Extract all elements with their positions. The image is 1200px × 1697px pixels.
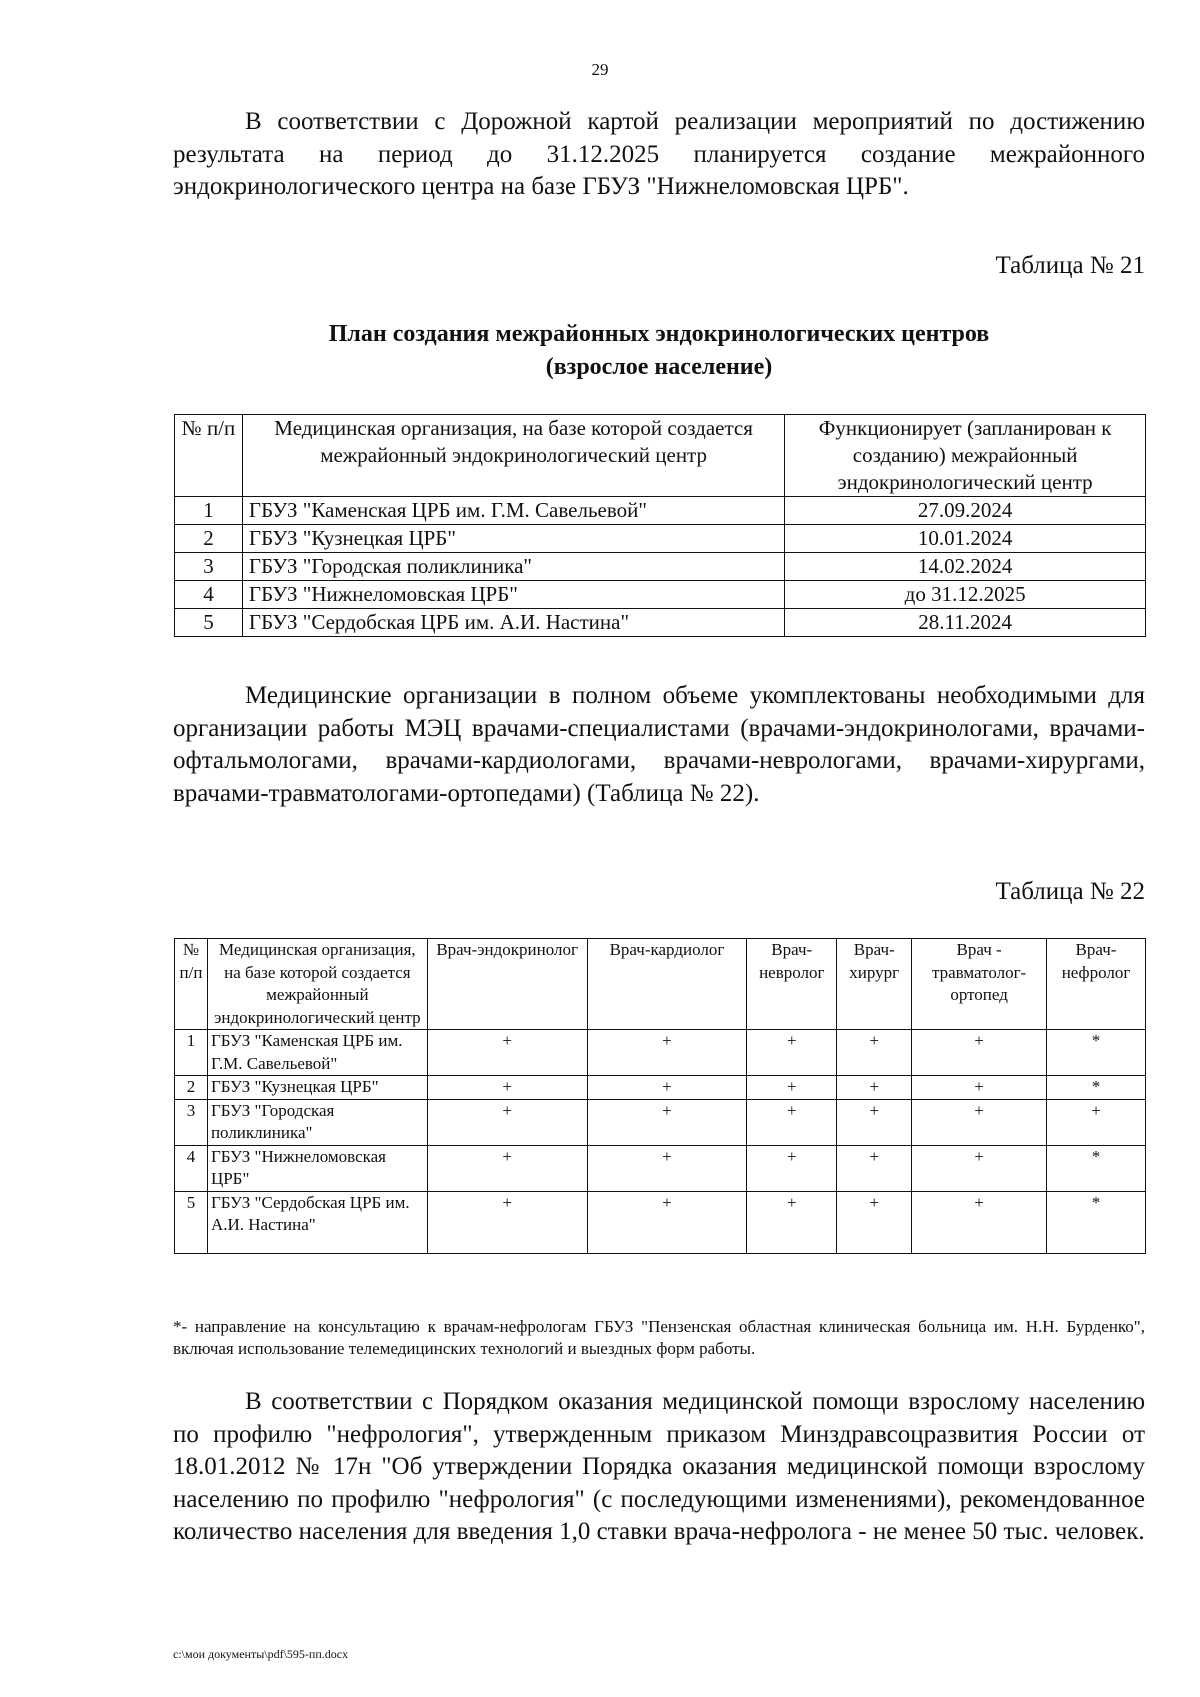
cell-neurologist: +	[747, 1099, 837, 1145]
header-organization: Медицинская организация, на базе которой создается межрайонный эндокринологический центр	[207, 939, 427, 1030]
row-organization: ГБУЗ "Нижнеломовская ЦРБ"	[207, 1145, 427, 1191]
row-date: 10.01.2024	[785, 525, 1146, 553]
specialists-table	[174, 938, 1146, 1254]
cell-traumatologist: +	[912, 1191, 1047, 1253]
row-number: 1	[175, 1030, 208, 1076]
header-endocrinologist: Врач-эндокринолог	[427, 939, 587, 1030]
cell-nephrologist: *	[1047, 1030, 1146, 1076]
table-row	[175, 1030, 1146, 1076]
row-number: 3	[175, 1099, 208, 1145]
table-row	[175, 497, 1146, 525]
cell-neurologist: +	[747, 1030, 837, 1076]
row-date: 14.02.2024	[785, 553, 1146, 581]
cell-cardiologist: +	[587, 1076, 747, 1100]
header-surgeon: Врач-хирург	[837, 939, 912, 1030]
row-number: 1	[175, 497, 243, 525]
row-number: 5	[175, 609, 243, 637]
table-row	[175, 1099, 1146, 1145]
table-row	[175, 553, 1146, 581]
staffing-paragraph: Медицинские организации в полном объеме укомплектованы необходимыми для организации работы МЭЦ врачами-специалистами (врачами-эндокринологами, врачами-офтальмологами, врачами-кардиологами, врачами-неврологами, врачами-хирургами, врачами-травматологами-ортопедами) (Таблица № 22).	[173, 682, 1145, 807]
cell-traumatologist: +	[912, 1099, 1047, 1145]
row-date: 27.09.2024	[785, 497, 1146, 525]
table-row	[175, 1145, 1146, 1191]
cell-surgeon: +	[837, 1145, 912, 1191]
cell-surgeon: +	[837, 1030, 912, 1076]
intro-paragraph: В соответствии с Дорожной картой реализации мероприятий по достижению результата на период до 31.12.2025 планируется создание межрайонного эндокринологического центра на базе ГБУЗ "Нижнеломовская ЦРБ".	[173, 108, 1145, 200]
row-organization: ГБУЗ "Кузнецкая ЦРБ"	[207, 1076, 427, 1100]
row-organization: ГБУЗ "Нижнеломовская ЦРБ"	[242, 581, 784, 609]
cell-nephrologist: +	[1047, 1099, 1146, 1145]
table21-title-line2: (взрослое население)	[545, 354, 773, 380]
cell-nephrologist: *	[1047, 1145, 1146, 1191]
row-date: до 31.12.2025	[785, 581, 1146, 609]
header-traumatologist: Врач - травматолог-ортопед	[912, 939, 1047, 1030]
cell-endocrinologist: +	[427, 1099, 587, 1145]
row-organization: ГБУЗ "Кузнецкая ЦРБ"	[242, 525, 784, 553]
cell-cardiologist: +	[587, 1099, 747, 1145]
header-nephrologist: Врач-нефролог	[1047, 939, 1146, 1030]
cell-traumatologist: +	[912, 1076, 1047, 1100]
row-organization: ГБУЗ "Городская поликлиника"	[207, 1099, 427, 1145]
cell-traumatologist: +	[912, 1145, 1047, 1191]
row-number: 3	[175, 553, 243, 581]
cell-endocrinologist: +	[427, 1145, 587, 1191]
row-organization: ГБУЗ "Каменская ЦРБ им. Г.М. Савельевой"	[207, 1030, 427, 1076]
row-number: 4	[175, 1145, 208, 1191]
row-organization: ГБУЗ "Сердобская ЦРБ им. А.И. Настина"	[242, 609, 784, 637]
row-organization: ГБУЗ "Городская поликлиника"	[242, 553, 784, 581]
header-status: Функционирует (запланирован к созданию) межрайонный эндокринологический центр	[785, 415, 1146, 497]
footer-file-path: c:\мои документы\pdf\595-пп.docx	[173, 1647, 349, 1661]
row-organization: ГБУЗ "Каменская ЦРБ им. Г.М. Савельевой"	[242, 497, 784, 525]
table22-footnote: *- направление на консультацию к врачам-нефрологам ГБУЗ "Пензенская областная клиническая больница им. Н.Н. Бурденко", включая использование телемедицинских технологий и выездных форм работы.	[173, 1317, 1145, 1358]
cell-neurologist: +	[747, 1076, 837, 1100]
table-row	[175, 525, 1146, 553]
row-number: 5	[175, 1191, 208, 1253]
cell-surgeon: +	[837, 1099, 912, 1145]
table-header-row	[175, 939, 1146, 1030]
table-header-row	[175, 415, 1146, 497]
cell-cardiologist: +	[587, 1191, 747, 1253]
cell-cardiologist: +	[587, 1145, 747, 1191]
header-neurologist: Врач-невролог	[747, 939, 837, 1030]
table21-title	[173, 318, 1145, 384]
header-num: № п/п	[175, 415, 243, 497]
header-num: № п/п	[175, 939, 208, 1030]
table21-label: Таблица № 21	[995, 252, 1145, 279]
cell-nephrologist: *	[1047, 1191, 1146, 1253]
row-date: 28.11.2024	[785, 609, 1146, 637]
cell-nephrologist: *	[1047, 1076, 1146, 1100]
cell-cardiologist: +	[587, 1030, 747, 1076]
cell-endocrinologist: +	[427, 1076, 587, 1100]
table21-title-line1: План создания межрайонных эндокринологических центров	[328, 321, 990, 347]
header-cardiologist: Врач-кардиолог	[587, 939, 747, 1030]
table-row	[175, 609, 1146, 637]
cell-surgeon: +	[837, 1076, 912, 1100]
header-organization: Медицинская организация, на базе которой создается межрайонный эндокринологический центр	[242, 415, 784, 497]
row-number: 4	[175, 581, 243, 609]
row-organization: ГБУЗ "Сердобская ЦРБ им. А.И. Настина"	[207, 1191, 427, 1253]
page-number: 29	[591, 60, 609, 79]
table-row	[175, 1191, 1146, 1253]
cell-neurologist: +	[747, 1191, 837, 1253]
cell-endocrinologist: +	[427, 1191, 587, 1253]
cell-traumatologist: +	[912, 1030, 1047, 1076]
endocrine-centers-table	[174, 414, 1146, 637]
nephrology-paragraph: В соответствии с Порядком оказания медицинской помощи взрослому населению по профилю "нефрология", утвержденным приказом Минздравсоцразвития России от 18.01.2012 № 17н "Об утверждении Порядка оказания медицинской помощи взрослому населению по профилю "нефрология" (с последующими изменениями), рекомендованное количество населения для введения 1,0 ставки врача-нефролога - не менее 50 тыс. человек.	[173, 1388, 1145, 1545]
table-row	[175, 1076, 1146, 1100]
table22-label: Таблица № 22	[995, 878, 1145, 905]
cell-neurologist: +	[747, 1145, 837, 1191]
row-number: 2	[175, 1076, 208, 1100]
row-number: 2	[175, 525, 243, 553]
cell-surgeon: +	[837, 1191, 912, 1253]
table-row	[175, 581, 1146, 609]
cell-endocrinologist: +	[427, 1030, 587, 1076]
